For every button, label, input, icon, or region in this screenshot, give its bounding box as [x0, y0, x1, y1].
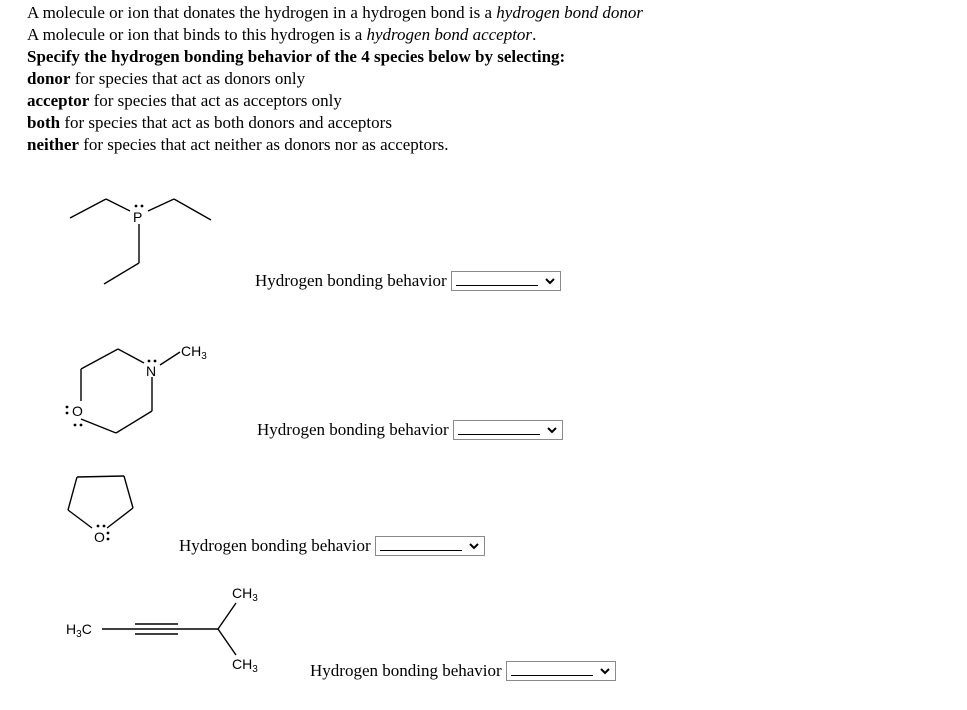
methyl-group: $CH_3$ — [181, 343, 207, 362]
methyl-group-bottom: $CH_3$ — [232, 656, 258, 675]
question-3-label: Hydrogen bonding behavior — [179, 536, 371, 555]
instruction-line-3: Specify the hydrogen bonding behavior of the 4 species below by selecting: — [27, 47, 566, 66]
question-1 — [255, 271, 561, 291]
instruction-line-1: A molecule or ion that donates the hydrogen in a hydrogen bond is a hydrogen bond donor — [27, 3, 643, 22]
dropdown-blank — [456, 285, 538, 286]
dropdown-blank — [458, 434, 540, 435]
question-2 — [257, 420, 563, 440]
term-donor-definition: hydrogen bond donor — [496, 3, 643, 22]
methyl-group-left: $H_3C$ — [66, 621, 92, 640]
option-both: both for species that act as both donors and acceptors — [27, 113, 392, 132]
question-3-dropdown[interactable] — [375, 536, 485, 556]
question-1-dropdown[interactable] — [451, 271, 561, 291]
atom-phosphorus: P — [133, 209, 143, 225]
chevron-down-icon — [546, 424, 558, 436]
question-4-label: Hydrogen bonding behavior — [310, 661, 502, 680]
instruction-line-2: A molecule or ion that binds to this hydrogen is a hydrogen bond acceptor. — [27, 25, 537, 44]
chevron-down-icon — [468, 540, 480, 552]
term-acceptor-definition: hydrogen bond acceptor — [366, 25, 533, 44]
chevron-down-icon — [599, 665, 611, 677]
methyl-group-top: $CH_3$ — [232, 585, 258, 604]
chevron-down-icon — [544, 275, 556, 287]
question-4 — [310, 661, 616, 681]
dropdown-blank — [511, 675, 593, 676]
molecule-4-bonds — [102, 603, 236, 655]
atom-nitrogen: N — [146, 363, 157, 379]
dropdown-blank — [380, 550, 462, 551]
question-2-label: Hydrogen bonding behavior — [257, 420, 449, 439]
option-neither: neither for species that act neither as donors nor as acceptors. — [27, 135, 449, 154]
atom-oxygen: O — [94, 529, 105, 545]
question-4-dropdown[interactable] — [506, 661, 616, 681]
option-acceptor: acceptor for species that act as acceptors only — [27, 91, 342, 110]
question-3 — [179, 536, 485, 556]
question-1-label: Hydrogen bonding behavior — [255, 271, 447, 290]
option-donor: donor for species that act as donors only — [27, 69, 306, 88]
atom-oxygen: O — [72, 403, 83, 419]
question-2-dropdown[interactable] — [453, 420, 563, 440]
